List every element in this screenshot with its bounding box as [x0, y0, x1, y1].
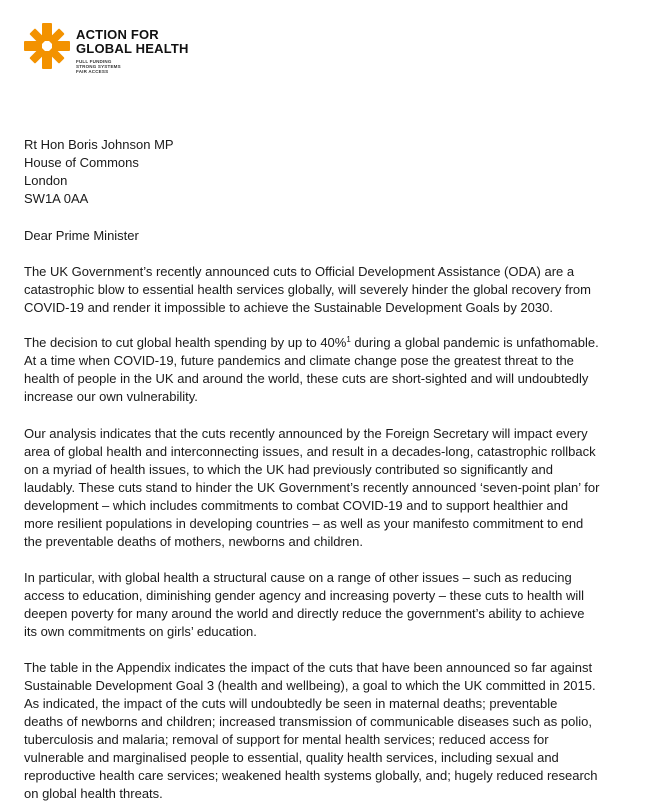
logo-line-2: GLOBAL HEALTH: [76, 41, 189, 56]
paragraph-line: As indicated, the impact of the cuts will undoubtedly be seen in maternal deaths; preventable: [24, 696, 558, 711]
logo-line-1: ACTION FOR: [76, 27, 159, 42]
paragraph-line: increase our own vulnerability.: [24, 389, 198, 404]
paragraph-3: [24, 425, 599, 551]
paragraph-line: on a myriad of health issues, to which the UK had previously contributed so significantly and: [24, 462, 553, 477]
paragraph-line: access to education, diminishing gender agency and increasing poverty – these cuts to health will: [24, 588, 585, 603]
paragraph-line: Sustainable Development Goal 3 (health and wellbeing), a goal to which the UK committed in 2015.: [24, 678, 596, 693]
logo-tagline-3: FAIR ACCESS: [76, 69, 109, 74]
paragraph-line: laudably. These cuts stand to hinder the UK Government’s recently announced ‘seven-point plan’ for: [24, 480, 600, 495]
paragraph-line: tuberculosis and malaria; removal of support for mental health services; reduced access for: [24, 732, 549, 747]
footnote-marker: 1: [346, 335, 351, 344]
paragraph-5: [24, 659, 598, 803]
paragraph-line: health of people in the UK and around the world, these cuts are short-sighted and will undoubtedly: [24, 371, 589, 386]
text-segment: The decision to cut global health spending by up to 40%: [24, 335, 347, 350]
paragraph-line: catastrophic blow to essential health services globally, will severely hinder the global recovery from: [24, 282, 591, 297]
paragraph-line: In particular, with global health a structural cause on a range of other issues – such as reducing: [24, 570, 572, 585]
paragraph-line: At a time when COVID-19, future pandemics and climate change pose the greatest threat to the: [24, 353, 574, 368]
paragraph-line: deaths of newborns and children; increased transmission of communicable diseases such as polio,: [24, 714, 592, 729]
salutation: Dear Prime Minister: [24, 228, 139, 243]
paragraph-line: deepen poverty for many around the world and directly reduce the government’s ability to achieve: [24, 606, 585, 621]
paragraph-line: Our analysis indicates that the cuts recently announced by the Foreign Secretary will impact every: [24, 426, 588, 441]
logo-wordmark: [76, 28, 189, 74]
paragraph-1: [24, 263, 591, 317]
address-postcode: SW1A 0AA: [24, 191, 89, 206]
paragraph-4: [24, 569, 585, 641]
paragraph-line: COVID-19 and render it impossible to achieve the Sustainable Development Goals by 2030.: [24, 300, 553, 315]
address-line-1: House of Commons: [24, 155, 139, 170]
recipient-name: Rt Hon Boris Johnson MP: [24, 137, 174, 152]
paragraph-line: on global health threats.: [24, 786, 163, 801]
paragraph-line: area of global health and interconnecting issues, and result in a decades-long, catastrophic rollback: [24, 444, 596, 459]
paragraph-line: the preventable deaths of mothers, newborns and children.: [24, 534, 363, 549]
paragraph-line: its own commitments on girls’ education.: [24, 624, 257, 639]
logo-tagline-1: FULL FUNDING: [76, 59, 112, 64]
logo-tagline-2: STRONG SYSTEMS: [76, 64, 121, 69]
paragraph-2: [24, 334, 599, 406]
paragraph-line: The table in the Appendix indicates the impact of the cuts that have been announced so far against: [24, 660, 593, 675]
text-segment: during a global pandemic is unfathomable.: [350, 335, 599, 350]
paragraph-line: development – which includes commitments to combat COVID-19 and to support healthier and: [24, 498, 569, 513]
recipient-address: [24, 136, 174, 208]
paragraph-line: more resilient populations in developing countries – as well as your manifesto commitment to end: [24, 516, 584, 531]
sunburst-logo-icon: [24, 23, 70, 69]
paragraph-line: [24, 334, 599, 352]
address-line-2: London: [24, 173, 68, 188]
paragraph-line: vulnerable and marginalised people to essential, quality health services, including sexual and: [24, 750, 559, 765]
paragraph-line: The UK Government’s recently announced cuts to Official Development Assistance (ODA) are a: [24, 264, 575, 279]
paragraph-line: reproductive health care services; weakened health systems globally, and; hugely reduced research: [24, 768, 598, 783]
